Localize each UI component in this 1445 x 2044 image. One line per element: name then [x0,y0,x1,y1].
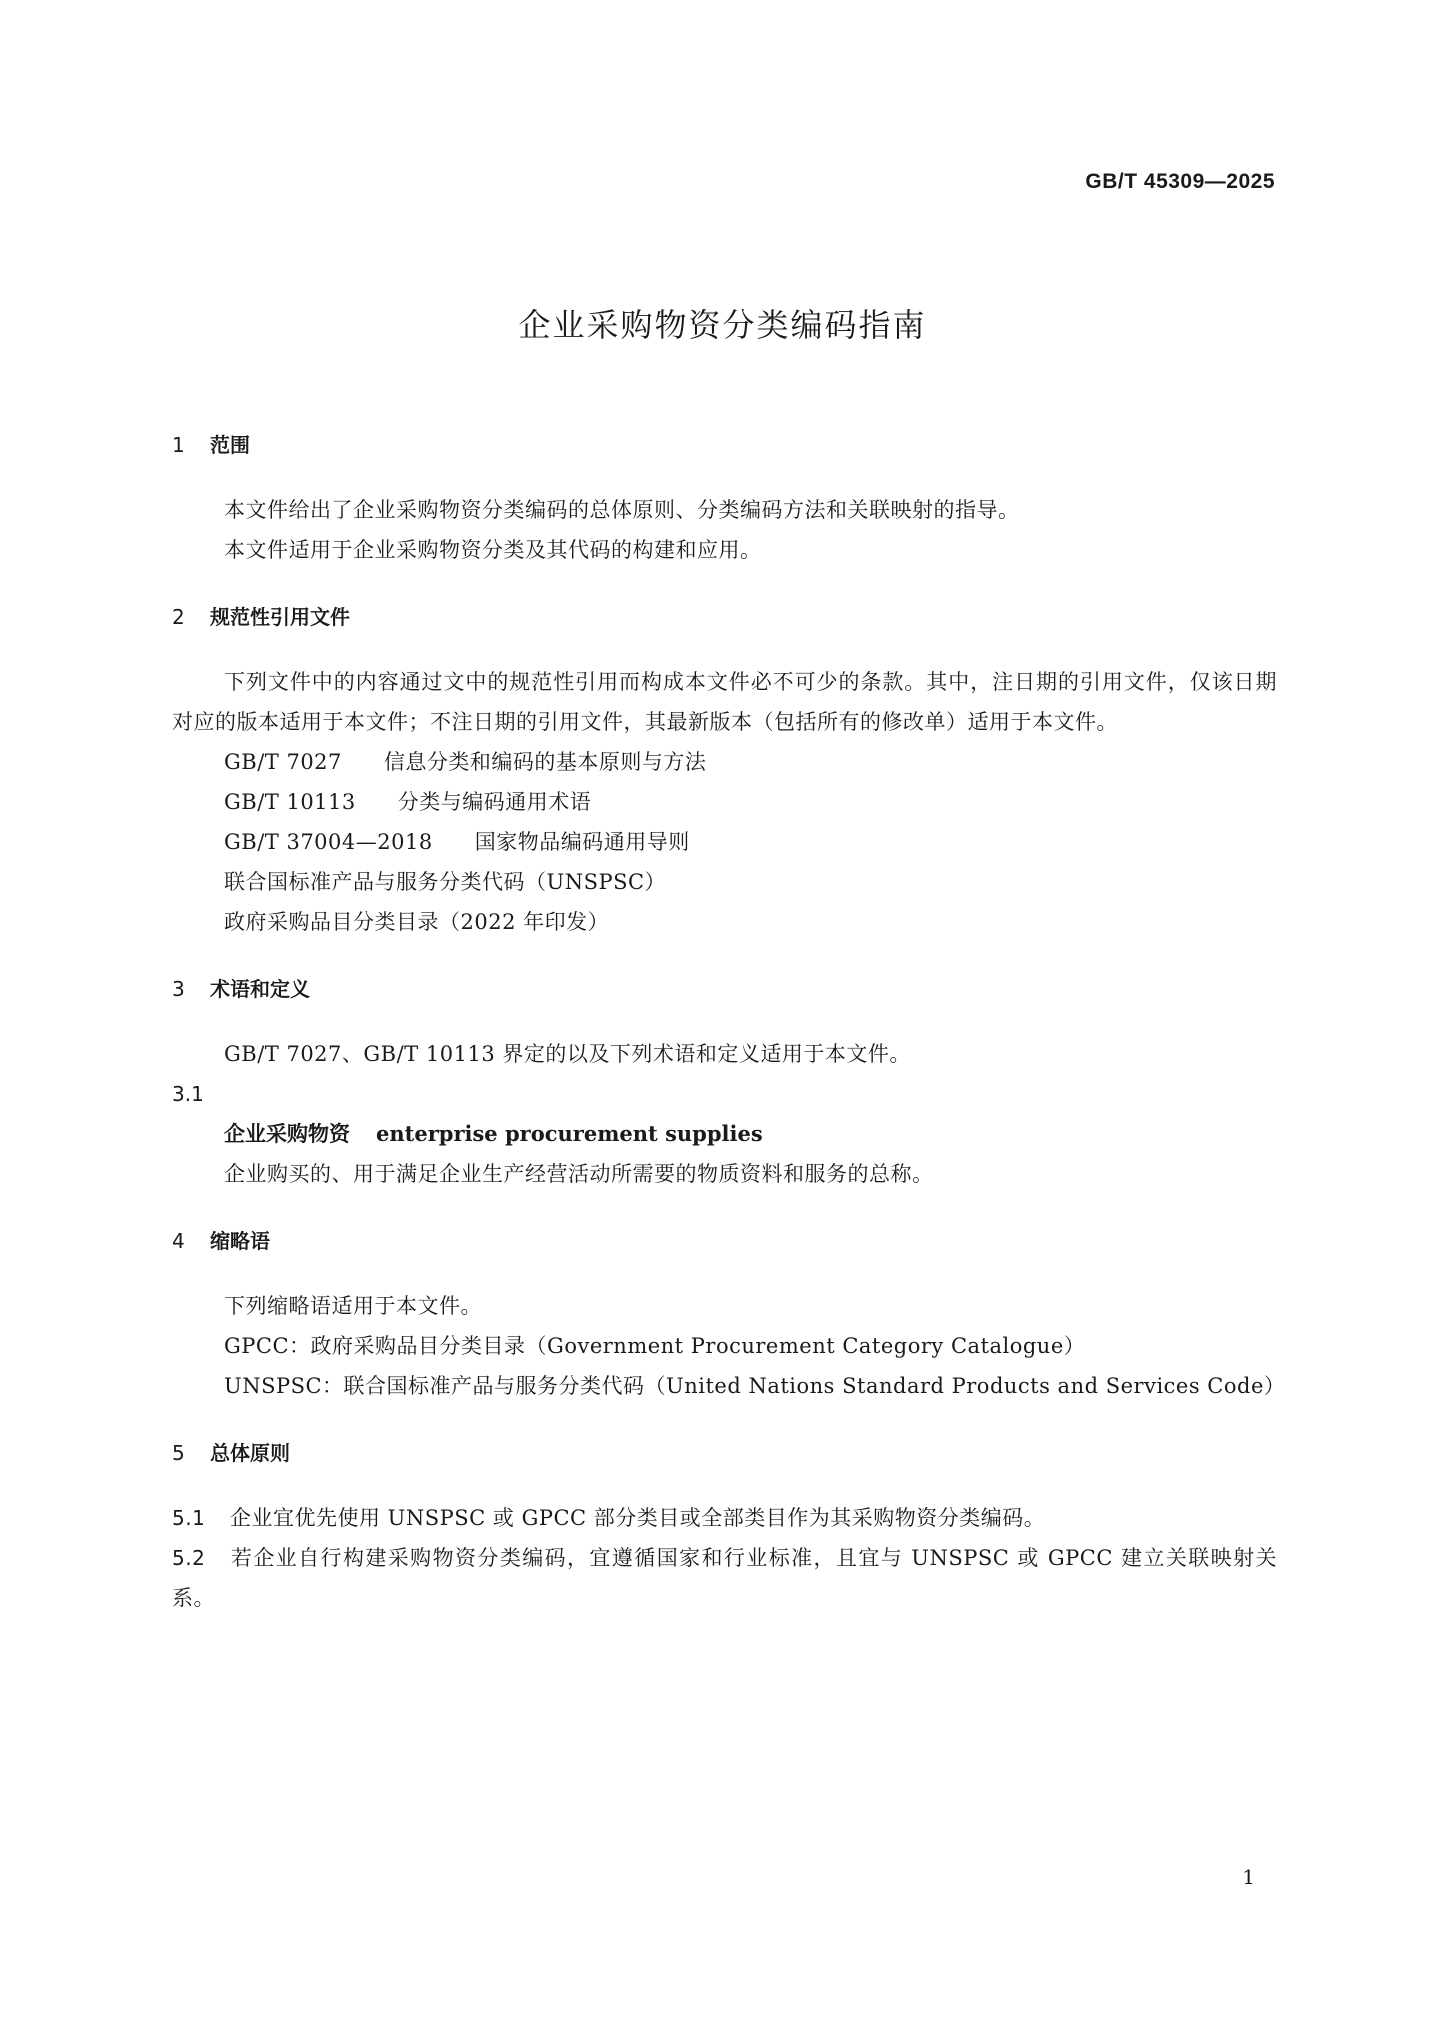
term-definition: 企业购买的、用于满足企业生产经营活动所需要的物质资料和服务的总称。 [224,1162,934,1186]
paragraph: 下列缩略语适用于本文件。 [224,1294,482,1318]
section-5-heading [172,1438,1277,1468]
section-title: 缩略语 [210,1229,270,1253]
reference-item [224,822,1277,862]
reference-name: 信息分类和编码的基本原则与方法 [383,750,707,774]
term-number: 3.1 [172,1082,204,1106]
section-2-heading [172,602,1277,632]
abbreviation-item: GPCC：政府采购品目分类目录（Government Procurement Category Catalogue） [224,1334,1086,1358]
section-1-heading [172,430,1277,460]
section-title: 总体原则 [210,1441,290,1465]
clause-item [172,1538,1277,1618]
paragraph: GB/T 7027、GB/T 10113 界定的以及下列术语和定义适用于本文件。 [224,1042,911,1066]
abbreviation-item: UNSPSC：联合国标准产品与服务分类代码（United Nations Standard Products and Services Code） [224,1374,1286,1398]
term-entry [224,1114,1277,1154]
clause-text: 若企业自行构建采购物资分类编码，宜遵循国家和行业标准，且宜与 UNSPSC 或 GPCC 建立关联映射关系。 [172,1546,1277,1610]
section-title: 规范性引用文件 [210,605,350,629]
section-number: 1 [172,433,185,457]
section-3-heading [172,974,1277,1004]
standard-code: GB/T 45309—2025 [1085,170,1275,193]
section-number: 4 [172,1229,185,1253]
reference-code: GB/T 7027 [224,750,342,774]
page-number: 1 [1242,1865,1255,1889]
document-title: 企业采购物资分类编码指南 [518,306,927,344]
section-number: 5 [172,1441,185,1465]
reference-item [224,782,1277,822]
section-title: 术语和定义 [210,977,310,1001]
paragraph: 本文件适用于企业采购物资分类及其代码的构建和应用。 [224,538,762,562]
term-chinese: 企业采购物资 [224,1121,350,1146]
section-number: 2 [172,605,185,629]
section-4-heading [172,1226,1277,1256]
clause-item [172,1498,1277,1538]
reference-item [224,902,1277,942]
reference-item [224,742,1277,782]
document-body [172,430,1286,1618]
section-title: 范围 [210,433,250,457]
reference-code: GB/T 10113 [224,790,356,814]
section-number: 3 [172,977,185,1001]
reference-name: 政府采购品目分类目录（2022 年印发） [224,910,610,934]
reference-name: 分类与编码通用术语 [397,790,592,814]
reference-name: 国家物品编码通用导则 [474,830,690,854]
clause-text: 企业宜优先使用 UNSPSC 或 GPCC 部分类目或全部类目作为其采购物资分类编码。 [230,1506,1046,1530]
reference-name: 联合国标准产品与服务分类代码（UNSPSC） [224,870,667,894]
clause-number: 5.1 [172,1506,206,1530]
paragraph: 本文件给出了企业采购物资分类编码的总体原则、分类编码方法和关联映射的指导。 [224,498,1020,522]
reference-item [224,862,1277,902]
reference-code: GB/T 37004—2018 [224,830,433,854]
paragraph: 下列文件中的内容通过文中的规范性引用而构成本文件必不可少的条款。其中，注日期的引用文件，仅该日期对应的版本适用于本文件；不注日期的引用文件，其最新版本（包括所有的修改单）适用于本文件。 [172,670,1277,734]
term-english: enterprise procurement supplies [376,1121,763,1146]
clause-number: 5.2 [172,1546,206,1570]
